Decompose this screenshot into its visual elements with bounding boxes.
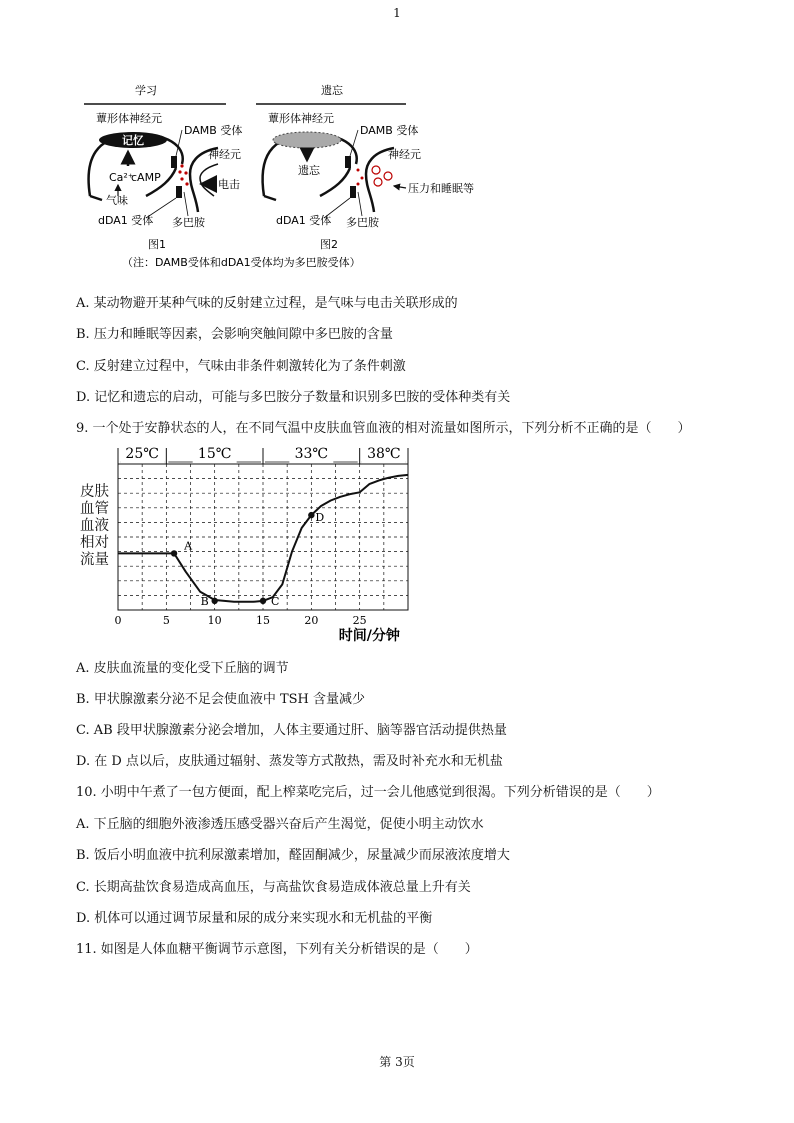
camp-label: cAMP [131, 171, 161, 184]
fig2-neuron: 神经元 [388, 148, 421, 161]
chart-ylabel: 皮肤血管血液相对流量 [80, 484, 109, 568]
x-tick-label: 10 [207, 614, 222, 627]
memory-diagram [76, 78, 476, 278]
q10-stem: 10. 小明中午煮了一包方便面，配上榨菜吃完后，过一会儿他感觉到很渴。下列分析错误的是（ ） [76, 785, 660, 800]
q9-option-c: C. AB 段甲状腺激素分泌会增加，人体主要通过肝、脑等器官活动提供热量 [76, 723, 507, 738]
fig2-dda1-label: dDA1 受体 [276, 214, 332, 227]
blood-flow-chart [112, 444, 422, 644]
forget-label: 遗忘 [298, 164, 320, 177]
point-label-c: C [271, 594, 280, 608]
q9-option-d: D. 在 D 点以后，皮肤通过辐射、蒸发等方式散热，需及时补充水和无机盐 [76, 754, 503, 769]
q10-option-a: A. 下丘脑的细胞外液渗透压感受器兴奋后产生渴觉，促使小明主动饮水 [76, 817, 484, 832]
fig2-dopamine-label: 多巴胺 [346, 216, 379, 229]
x-tick-label: 15 [256, 614, 270, 627]
page-number: 1 [393, 6, 401, 20]
fig2-heading: 遗忘 [321, 84, 343, 97]
x-axis-label: 时间/分钟 [338, 628, 400, 644]
point-label-a: A [184, 539, 193, 553]
fig1-neuron-label: 蕈形体神经元 [96, 112, 162, 125]
temperature-label: 15℃ [197, 446, 232, 462]
q9-option-a: A. 皮肤血流量的变化受下丘脑的调节 [76, 661, 289, 676]
temperature-label: 38℃ [367, 446, 401, 462]
temperature-label: 33℃ [294, 446, 329, 462]
q10-option-d: D. 机体可以通过调节尿量和尿的成分来实现水和无机盐的平衡 [76, 911, 433, 926]
point-d [308, 512, 314, 518]
point-label-b: B [200, 594, 209, 608]
diagram-note: （注：DAMB受体和dDA1受体均为多巴胺受体） [122, 256, 361, 269]
x-tick-label: 0 [114, 614, 122, 627]
point-b [211, 598, 217, 604]
x-tick-label: 5 [162, 614, 170, 627]
q8-option-d: D. 记忆和遗忘的启动，可能与多巴胺分子数量和识别多巴胺的受体种类有关 [76, 390, 511, 405]
fig2-neuron-label: 蕈形体神经元 [268, 112, 334, 125]
fig2-caption: 图2 [320, 238, 338, 251]
point-c [260, 598, 266, 604]
fig1-dda1-label: dDA1 受体 [98, 214, 154, 227]
fig1-dopamine-label: 多巴胺 [172, 216, 205, 229]
page-footer: 第 3页 [379, 1055, 415, 1069]
q8-option-c: C. 反射建立过程中，气味由非条件刺激转化为了条件刺激 [76, 359, 406, 374]
temperature-label: 25℃ [125, 446, 159, 462]
fig1-heading: 学习 [135, 84, 157, 97]
q9-stem: 9. 一个处于安静状态的人，在不同气温中皮肤血管血液的相对流量如图所示，下列分析不正确的是（ ） [76, 421, 691, 436]
fig2-damb-label: DAMB 受体 [360, 124, 419, 137]
q10-option-c: C. 长期高盐饮食易造成高血压，与高盐饮食易造成体液总量上升有关 [76, 880, 471, 895]
q10-option-b: B. 饭后小明血液中抗利尿激素增加，醛固酮减少，尿量减少而尿液浓度增大 [76, 848, 510, 863]
ca-label: Ca²⁺ [109, 171, 134, 184]
stress-label: 压力和睡眠等 [408, 182, 474, 195]
fig1-caption: 图1 [148, 238, 166, 251]
fig1-neuron: 神经元 [208, 148, 241, 161]
point-label-d: D [315, 511, 325, 525]
x-tick-label: 25 [352, 614, 367, 627]
q8-option-a: A. 某动物避开某种气味的反射建立过程，是气味与电击关联形成的 [76, 296, 458, 311]
shock-label: 电击 [218, 178, 240, 191]
x-tick-label: 20 [304, 614, 319, 627]
point-a [171, 550, 177, 556]
fig1-damb-label: DAMB 受体 [184, 124, 243, 137]
memory-label: 记忆 [122, 134, 144, 147]
odor-label: 气味 [106, 194, 128, 207]
q11-stem: 11. 如图是人体血糖平衡调节示意图，下列有关分析错误的是（ ） [76, 942, 478, 957]
q8-option-b: B. 压力和睡眠等因素，会影响突触间隙中多巴胺的含量 [76, 327, 393, 342]
q9-option-b: B. 甲状腺激素分泌不足会使血液中 TSH 含量减少 [76, 692, 365, 707]
